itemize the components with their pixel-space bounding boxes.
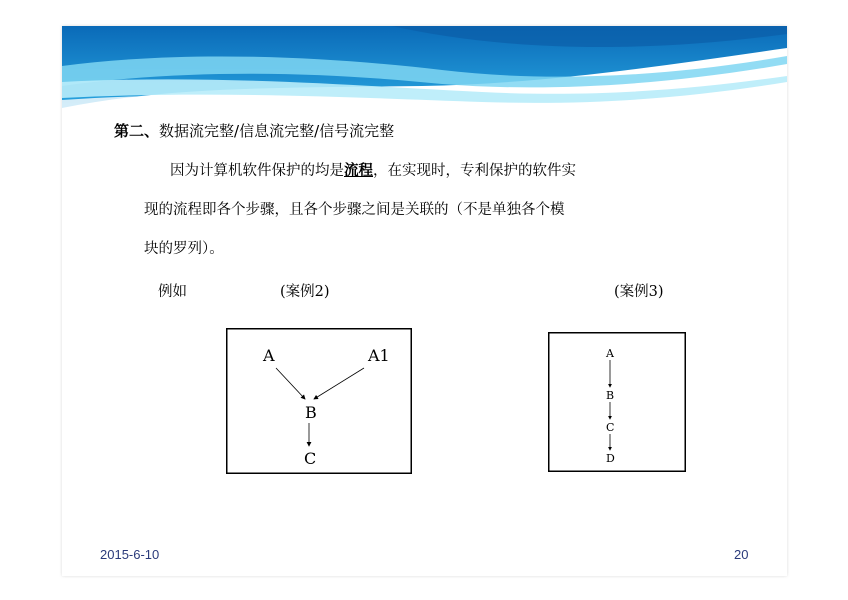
case3-node-c: C bbox=[606, 421, 615, 434]
heading-text: 数据流完整/信息流完整/信号流完整 bbox=[159, 122, 395, 140]
case3-node-a: A bbox=[606, 347, 614, 360]
case2-node-a1: A1 bbox=[368, 346, 390, 365]
paragraph-line-3: 块的罗列）。 bbox=[144, 241, 224, 257]
line1-after: ，在实现时，专利保护的软件实 bbox=[373, 163, 576, 179]
keyword-liucheng: 流程 bbox=[344, 163, 373, 179]
slide bbox=[62, 26, 787, 576]
body-paragraph bbox=[144, 152, 704, 269]
example-label: 例如 bbox=[158, 284, 187, 300]
paragraph-line-1 bbox=[144, 152, 704, 191]
footer-date: 2015-6-10 bbox=[100, 547, 160, 562]
footer-page-number: 20 bbox=[734, 547, 749, 562]
case2-node-a: A bbox=[263, 346, 275, 365]
section-heading bbox=[114, 120, 394, 141]
header-wave-banner bbox=[62, 26, 787, 116]
case3-node-b: B bbox=[606, 389, 615, 402]
case2-node-b: B bbox=[305, 403, 317, 422]
heading-prefix: 第二、 bbox=[114, 122, 160, 140]
paragraph-line-2: 现的流程即各个步骤，且各个步骤之间是关联的（不是单独各个模 bbox=[144, 202, 565, 218]
diagram-case2 bbox=[226, 328, 412, 474]
line1-before: 因为计算机软件保护的均是 bbox=[170, 163, 344, 179]
case3-node-d: D bbox=[606, 452, 615, 465]
case2-label: (案例2) bbox=[280, 284, 330, 300]
case3-label: (案例3) bbox=[614, 284, 664, 300]
diagram-case3 bbox=[548, 332, 686, 472]
case2-node-c: C bbox=[304, 449, 317, 468]
